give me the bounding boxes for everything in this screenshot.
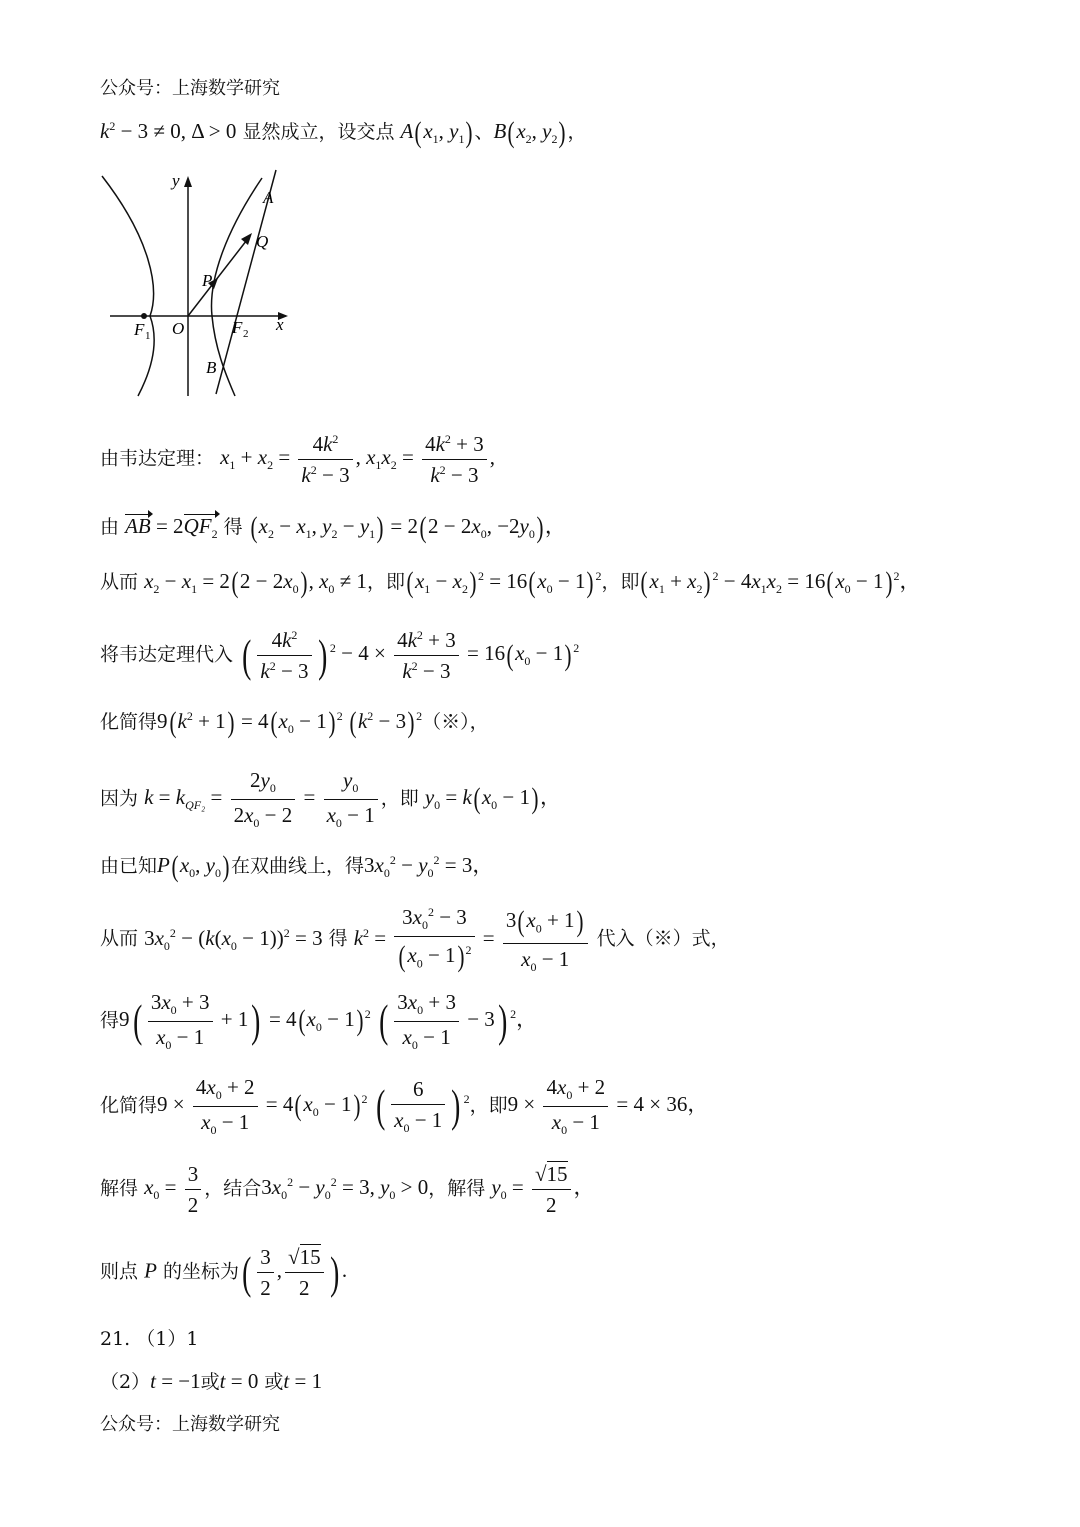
y-axis-arrow <box>184 176 192 187</box>
label-p: P <box>202 271 213 290</box>
hyperbola-figure <box>100 168 300 400</box>
line-9: 从而 $3x_0^2 - (k(x_0 - 1))^2 = 3$ 得 $k^2$ = $\frac{3x_0^2 - 3}{(x_0 - 1) ^2}$ = $\frac{3(x_0 + 1)}{x_0 - 1}$ 代入（※）式， <box>100 905 730 974</box>
line-3: 由 AB = $2QF_2$ 得 ($x_2 - x_1$, $y_2 - y_1) = 2(2 - 2x_0$, $-2y_0$)， <box>100 511 566 544</box>
line-6: 化简得$9(k^2 + 1) = 4(x_0 - 1)$ $^2$ $(k^2 - 3)$ $^2$（※）， <box>100 706 489 739</box>
line-11: 化简得9 × $\frac{4x_0 + 2}{x_0 - 1}$ = $4(x_0 - 1)$ $^2$ ( $\frac{6}{x_0 - 1}$ ) $^2$，即9 × $\frac{4x_0 + 2}{x_0 - 1}$ = 4 × 36， <box>100 1075 709 1138</box>
label-f1-sub: 1 <box>145 330 151 342</box>
line-5: 将韦达定理代入 ( $\frac{4k^2}{k^2 - 3}$ ) $^2$ − 4 × $\frac{4k^2 + 3}{k^2 - 3}$ = $16(x_0 - 1)$ $^2$ <box>100 628 580 684</box>
header-source: 公众号：上海数学研究 <box>100 78 280 99</box>
line-13: 则点 P 的坐标为( $\frac{3}{2}$ , $\frac{√15}{2}$ ) . <box>100 1245 348 1301</box>
label-a: A <box>263 188 274 207</box>
label-q: Q <box>256 232 269 251</box>
line-7: 因为 $k = k_{QF_2}$ = $\frac{2y_0}{2x_0 - 2}$ = $\frac{y_0}{x_0 - 1}$ ，即 $y_0 = k(x_0 - 1)$， <box>100 768 561 831</box>
line-15: （2）t = −1或t = 0 或t = 1 <box>100 1369 323 1393</box>
line-14: 21. （1）1 <box>100 1328 199 1350</box>
label-f2-sub: 2 <box>243 328 249 340</box>
label-x: x <box>276 315 284 334</box>
line-8: 由已知$P(x_0$, $y_0$)在双曲线上，得$3x_0^2 - y_0^2 = 3$， <box>100 850 494 883</box>
arrow-q <box>241 233 252 245</box>
label-f2: F <box>232 318 243 337</box>
line-2: 由韦达定理： $x_1 + x_2$ = $\frac{4k^2}{k^2 - 3}$ , $x_1x_2$ = $\frac{4k^2 + 3}{k^2 - 3}$ , <box>100 432 495 488</box>
label-f1: F <box>134 320 145 339</box>
line-12: 解得 $x_0$ = $\frac{3}{2}$ ，结合$3x_0^2 - y_0^2 = 3$, $y_0 > 0$，解得 $y_0$ = $\frac{√15}{2}$ ， <box>100 1162 595 1218</box>
label-o: O <box>172 319 185 338</box>
label-y: y <box>172 171 180 190</box>
line-1: $k^2 - 3 \ne 0$, Δ > 0 显然成立，设交点 $A(x_1$, $y_1$)、$B(x_2$, $y_2$)， <box>100 116 587 149</box>
line-4: 从而 $x_2 - x_1 = 2(2 - 2x_0)$, $x_0 \ne 1$，即$(x_1 - x_2) ^2 = 16(x_0 - 1)$ $^2$，即$(x_1 + x_2) ^2 - 4x_1x_2 = 16(x_0 - 1)$ $^2$， <box>100 566 921 599</box>
hyperbola-left-branch <box>102 176 154 396</box>
footer-source: 公众号：上海数学研究 <box>100 1414 280 1435</box>
line-10: 得9( $\frac{3x_0 + 3}{x_0 - 1}$ + $1) = 4(x_0 - 1)$ $^2$ ( $\frac{3x_0 + 3}{x_0 - 1}$ − 3) $^2$， <box>100 990 538 1053</box>
hyperbola-right-branch <box>211 178 262 396</box>
focus-f1-point <box>141 313 147 319</box>
label-b: B <box>206 358 217 377</box>
